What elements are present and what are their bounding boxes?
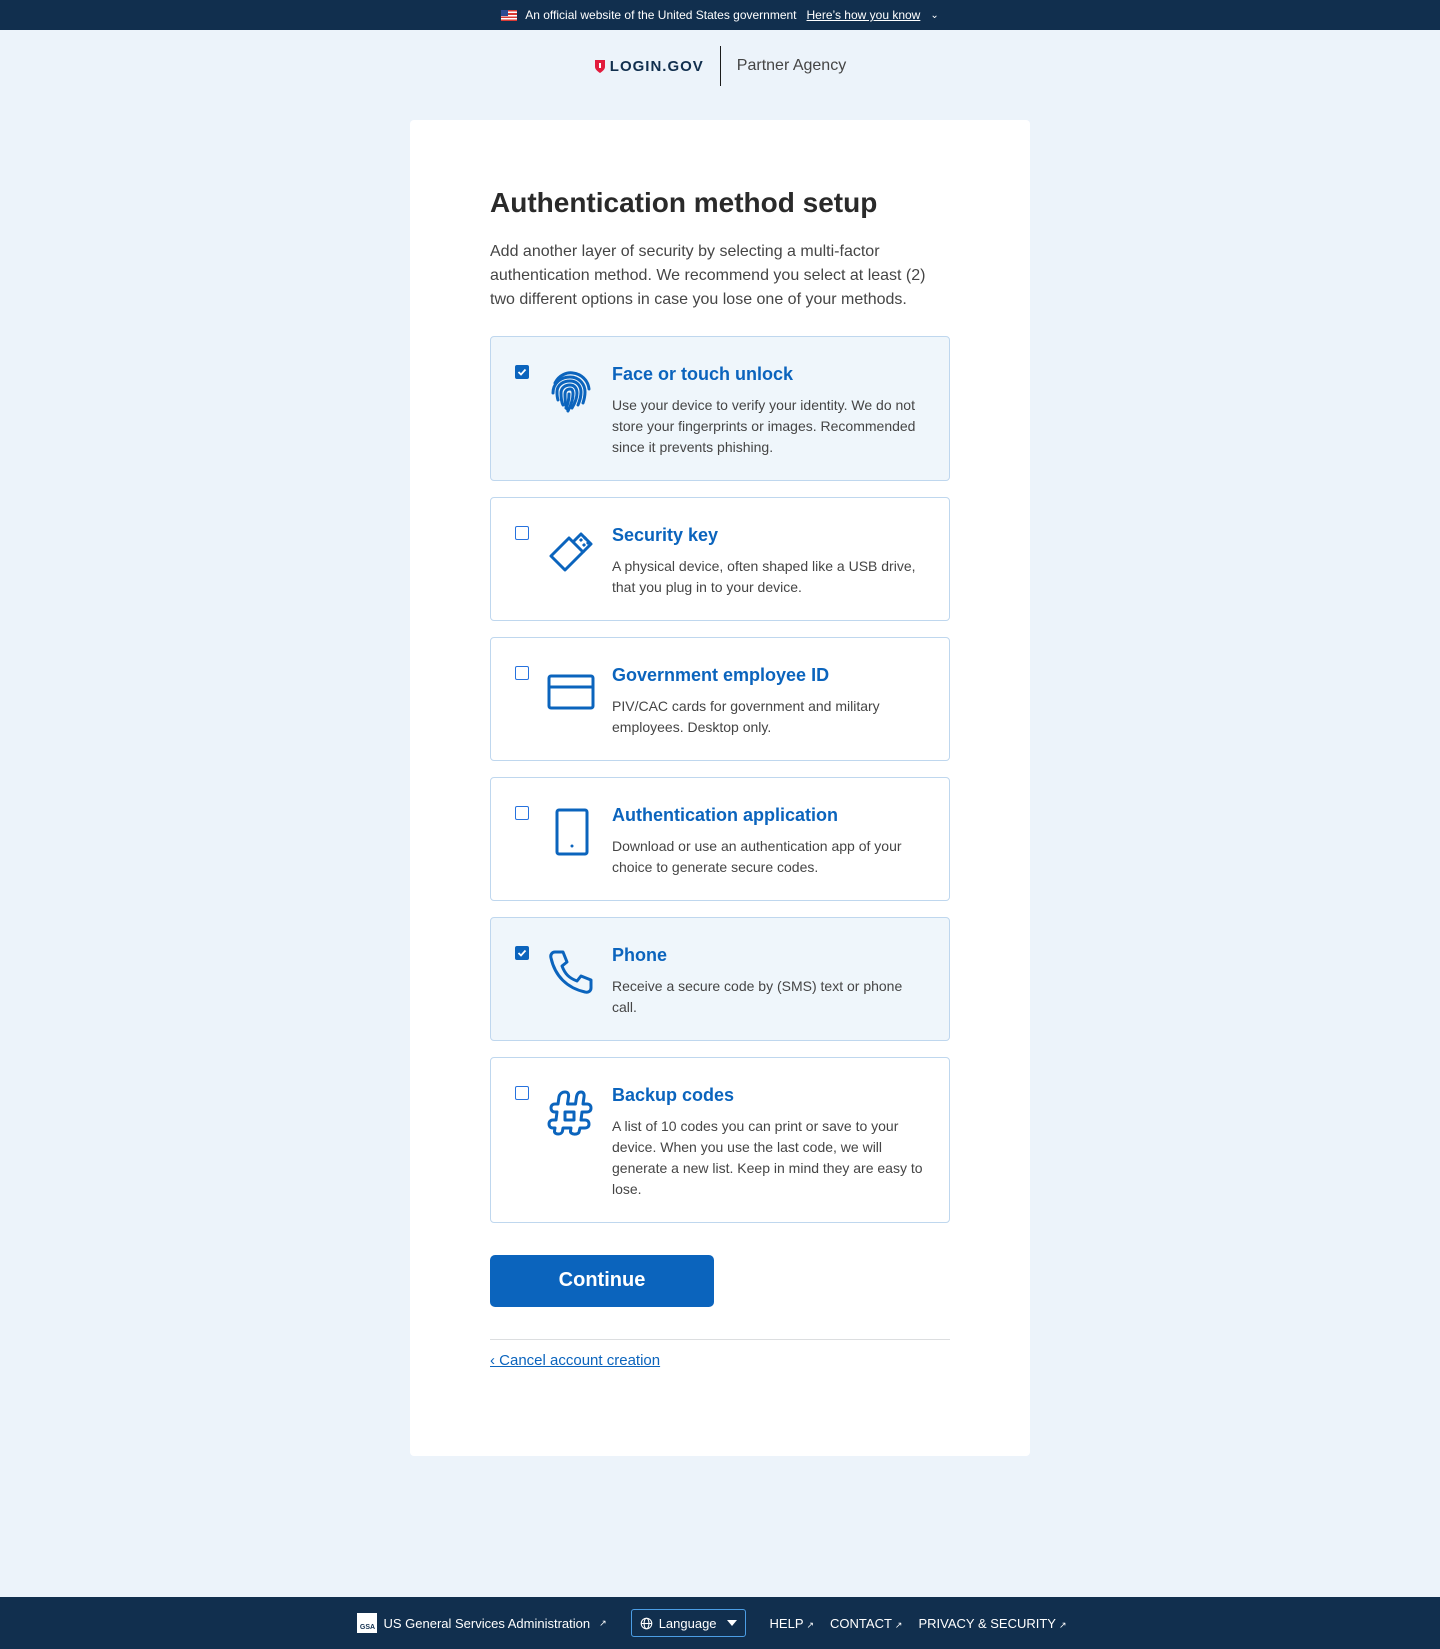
login-gov-logo[interactable]: [594, 58, 704, 75]
page-title: Authentication method setup: [490, 187, 878, 218]
caret-down-icon: [727, 1620, 737, 1626]
logo-text: LOGIN.GOV: [609, 57, 704, 75]
tablet-icon: [547, 808, 595, 856]
option-description: Receive a secure code by (SMS) text or phone call.: [612, 977, 903, 1015]
contact-link[interactable]: [830, 1616, 902, 1631]
gsa-link[interactable]: [357, 1613, 606, 1633]
partner-agency-name: Partner Agency: [736, 57, 847, 74]
option-title: Face or touch unlock: [612, 363, 794, 384]
check-icon: [517, 367, 527, 377]
mfa-options-list: [490, 336, 950, 1223]
external-link-icon: ↗: [894, 1619, 903, 1630]
divider: [490, 1339, 950, 1340]
checkbox[interactable]: [515, 526, 529, 540]
checkbox[interactable]: [515, 666, 529, 680]
external-link-icon: ↗: [1058, 1619, 1067, 1630]
help-link-text: HELP: [769, 1615, 804, 1631]
option-security-key[interactable]: [490, 497, 950, 621]
heres-how-you-know-link[interactable]: Here’s how you know: [806, 8, 921, 22]
checkbox[interactable]: [515, 365, 529, 379]
option-description: PIV/CAC cards for government and military employees. Desktop only.: [612, 697, 880, 735]
gov-banner-text: An official website of the United States government: [525, 8, 797, 22]
chevron-down-icon[interactable]: ⌄: [930, 9, 939, 21]
option-title: Security key: [612, 524, 719, 545]
privacy-link-text: PRIVACY & SECURITY: [918, 1615, 1056, 1631]
option-description: Download or use an authentication app of your choice to generate secure codes.: [612, 837, 902, 875]
language-label: Language: [658, 1615, 717, 1631]
gsa-logo: GSA: [357, 1613, 377, 1633]
gov-banner: [0, 0, 1440, 30]
option-face-touch-unlock[interactable]: [490, 336, 950, 481]
fingerprint-icon: [547, 367, 595, 415]
option-authentication-application[interactable]: [490, 777, 950, 901]
intro-text: Add another layer of security by selecting a multi-factor authentication method. We recommend you select at least (2) two different options in case you lose one of your methods.: [490, 242, 926, 308]
checkbox[interactable]: [515, 946, 529, 960]
gsa-link-text: US General Services Administration: [383, 1615, 591, 1631]
site-header: [0, 45, 1440, 87]
card-content: [490, 186, 950, 1370]
language-selector[interactable]: [631, 1609, 746, 1637]
security-key-icon: [547, 528, 595, 576]
external-link-icon: ↗: [806, 1619, 815, 1630]
option-description: A physical device, often shaped like a USB drive, that you plug in to your device.: [612, 557, 916, 595]
privacy-security-link[interactable]: [918, 1616, 1066, 1631]
option-title: Phone: [612, 944, 668, 965]
option-description: A list of 10 codes you can print or save to your device. When you use the last code, we will generate a new list. Keep in mind they are easy to lose.: [612, 1117, 923, 1197]
option-title: Government employee ID: [612, 664, 830, 685]
hash-icon: [547, 1088, 595, 1136]
option-backup-codes[interactable]: [490, 1057, 950, 1223]
header-divider: [720, 46, 721, 86]
cancel-account-creation-link[interactable]: ‹ Cancel account creation: [490, 1351, 661, 1369]
continue-button[interactable]: Continue: [490, 1255, 714, 1307]
option-title: Backup codes: [612, 1084, 735, 1105]
footer: [0, 1597, 1440, 1649]
shield-icon: [594, 59, 606, 74]
option-phone[interactable]: [490, 917, 950, 1041]
us-flag-icon: [501, 10, 517, 21]
phone-icon: [547, 948, 595, 996]
option-government-employee-id[interactable]: [490, 637, 950, 761]
contact-link-text: CONTACT: [830, 1615, 892, 1631]
option-description: Use your device to verify your identity. We do not store your fingerprints or images. Recommended since it prevents phishing.: [612, 396, 916, 455]
id-card-icon: [547, 668, 595, 716]
help-link[interactable]: [770, 1616, 815, 1631]
external-link-icon: ↗: [599, 1617, 607, 1628]
globe-icon: [640, 1617, 653, 1630]
option-title: Authentication application: [612, 804, 839, 825]
checkbox[interactable]: [515, 1086, 529, 1100]
checkbox[interactable]: [515, 806, 529, 820]
check-icon: [517, 948, 527, 958]
main-card: [410, 120, 1030, 1456]
